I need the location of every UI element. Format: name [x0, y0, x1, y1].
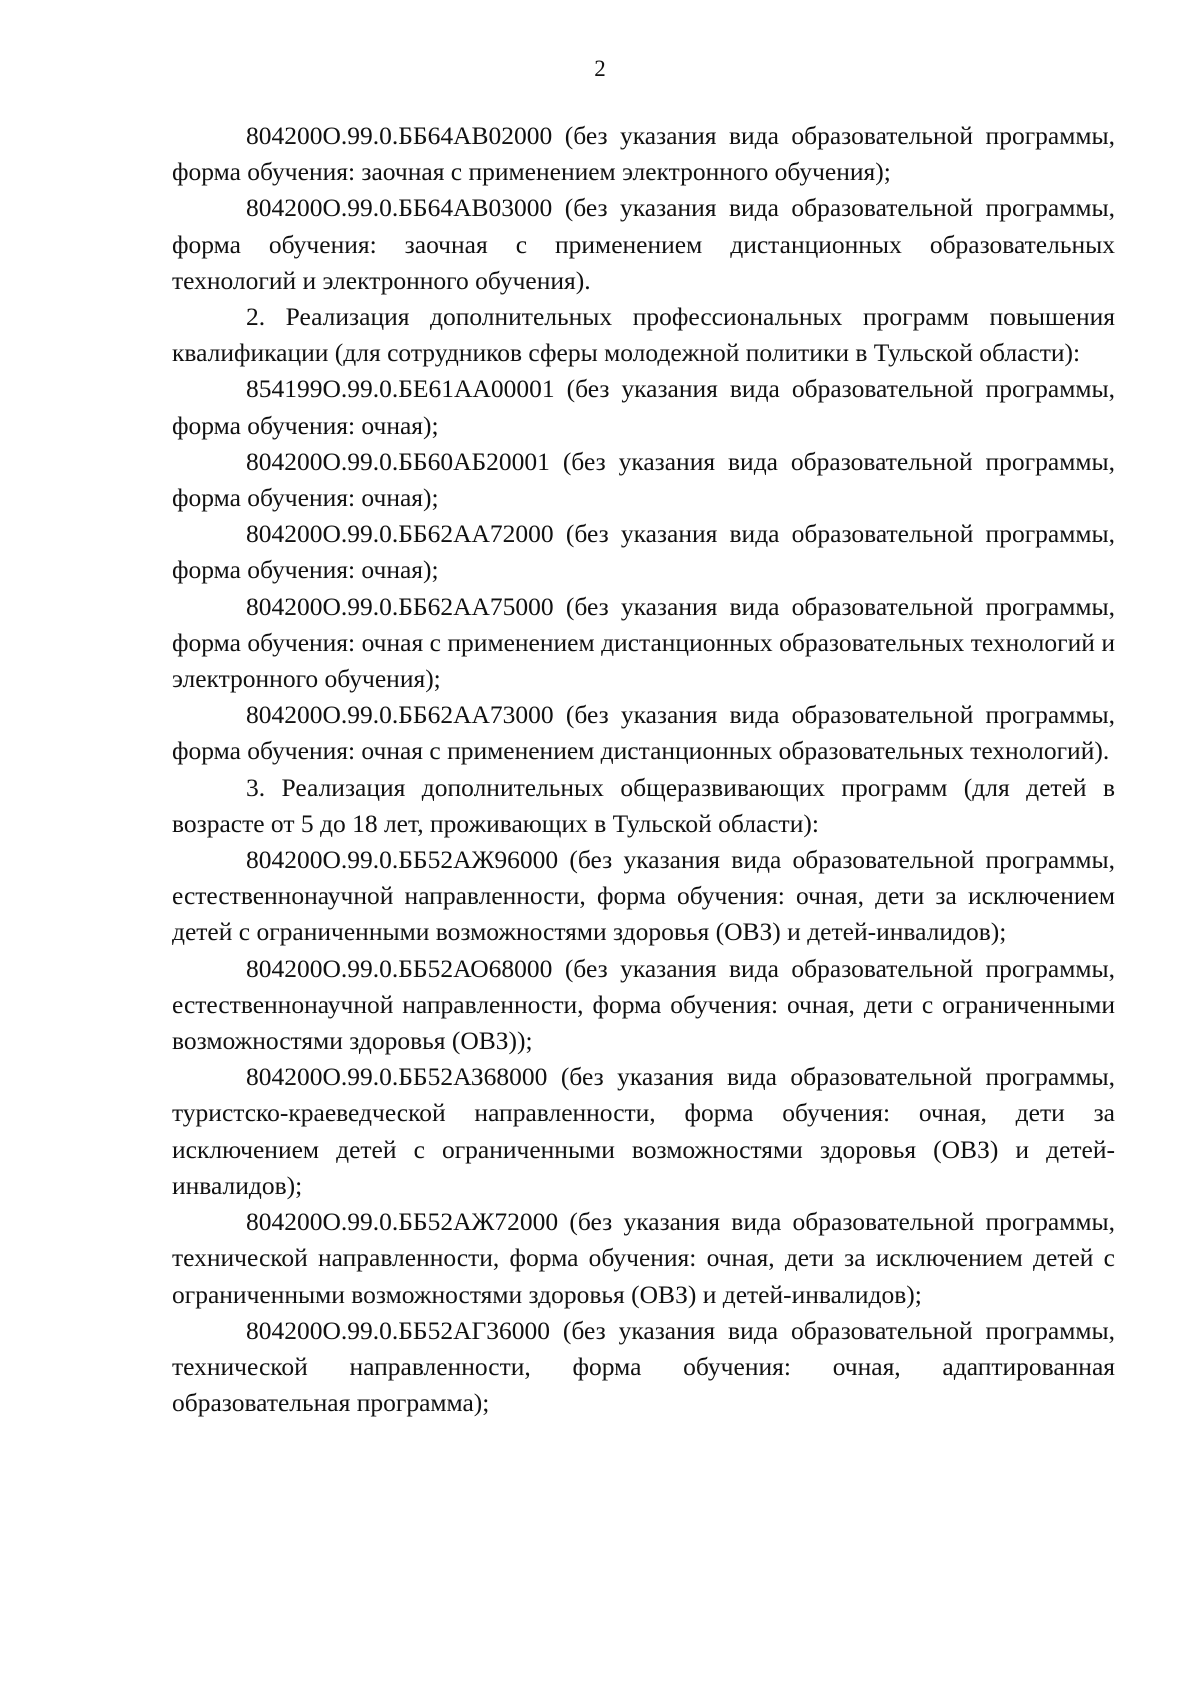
paragraph-service-code: 804200О.99.0.ББ62АА75000 (без указания вида образовательной программы, форма обучения: очная с применением дистанционных образовательных технологий и электронного обучения);: [172, 591, 1115, 694]
section-heading-3: 3. Реализация дополнительных общеразвивающих программ (для детей в возрасте от 5 до 18 лет, проживающих в Тульской области):: [172, 772, 1115, 838]
paragraph-service-code: 804200О.99.0.ББ52АЗ68000 (без указания вида образовательной программы, туристско-краеведческой направленности, форма обучения: очная, дети за исключением детей с ограниченными возможностями здоровья (ОВЗ) и детей-инвалидов);: [172, 1062, 1115, 1200]
paragraph-service-code: 804200О.99.0.ББ62АА73000 (без указания вида образовательной программы, форма обучения: очная с применением дистанционных образовательных технологий).: [172, 700, 1115, 766]
paragraph-service-code: 854199О.99.0.БЕ61АА00001 (без указания вида образовательной программы, форма обучения: очная);: [172, 374, 1115, 440]
paragraph-service-code: 804200О.99.0.ББ62АА72000 (без указания вида образовательной программы, форма обучения: очная);: [172, 519, 1115, 585]
paragraph-service-code: 804200О.99.0.ББ52АО68000 (без указания вида образовательной программы, естественнонаучной направленности, форма обучения: очная, дети с ограниченными возможностями здоровья (ОВЗ));: [172, 953, 1115, 1056]
document-body: [172, 118, 1115, 1421]
section-heading-2: 2. Реализация дополнительных профессиональных программ повышения квалификации (для сотрудников сферы молодежной политики в Тульской области):: [172, 302, 1115, 368]
paragraph-service-code: 804200О.99.0.ББ52АГ36000 (без указания вида образовательной программы, технической направленности, форма обучения: очная, адаптированная образовательная программа);: [172, 1315, 1115, 1418]
paragraph-service-code: 804200О.99.0.ББ64АВ03000 (без указания вида образовательной программы, форма обучения: заочная с применением дистанционных образовательных технологий и электронного обучения).: [172, 193, 1115, 295]
paragraph-service-code: 804200О.99.0.ББ60АБ20001 (без указания вида образовательной программы, форма обучения: очная);: [172, 446, 1115, 513]
paragraph-service-code: 804200О.99.0.ББ64АВ02000 (без указания вида образовательной программы, форма обучения: заочная с применением электронного обучения);: [172, 121, 1115, 187]
paragraph-service-code: 804200О.99.0.ББ52АЖ96000 (без указания вида образовательной программы, естественнонаучной направленности, форма обучения: очная, дети за исключением детей с ограниченными возможностями здоровья (ОВЗ) и детей-инвалидов);: [172, 845, 1115, 947]
paragraph-service-code: 804200О.99.0.ББ52АЖ72000 (без указания вида образовательной программы, технической направленности, форма обучения: очная, дети за исключением детей с ограниченными возможностями здоровья (ОВЗ) и детей-инвалидов);: [172, 1207, 1115, 1309]
page-number: 2: [594, 56, 606, 81]
